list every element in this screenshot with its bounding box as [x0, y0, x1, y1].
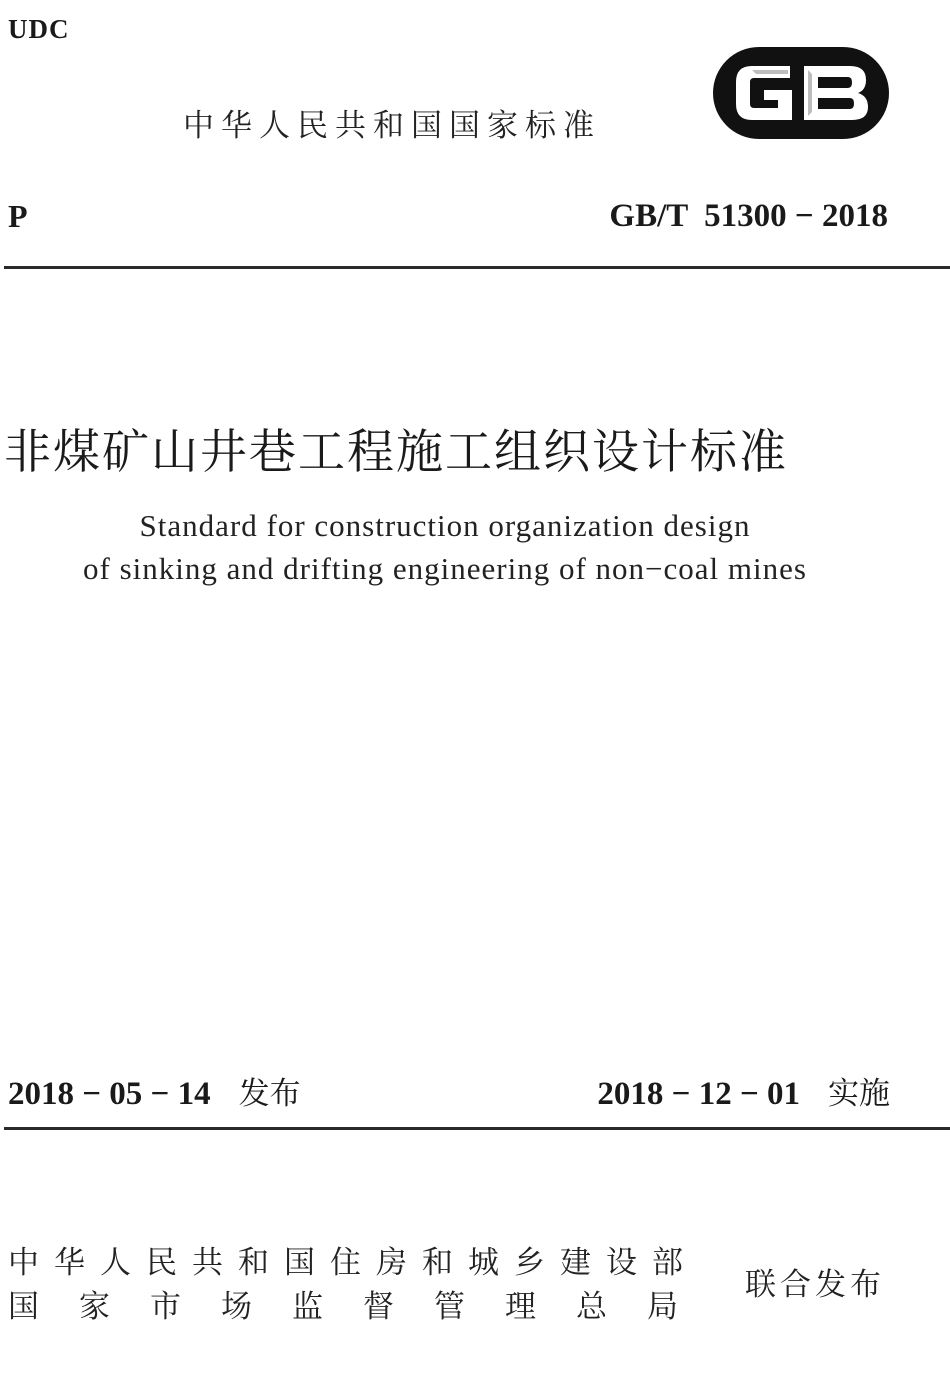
classification-code: P [8, 198, 28, 234]
top-rule [4, 266, 950, 269]
standard-number: GB/T 51300 − 2018 [609, 198, 888, 234]
issue-date-value: 2018 − 05 − 14 [8, 1076, 211, 1112]
gb-logo [712, 46, 890, 140]
issuer-administration: 国家市场监督管理总局 [8, 1289, 718, 1325]
english-title-line1: Standard for construction organization design [139, 508, 751, 543]
national-standard-heading: 中华人民共和国国家标准 [183, 108, 601, 144]
implement-date-value: 2018 − 12 − 01 [597, 1076, 800, 1112]
udc-label: UDC [8, 14, 70, 44]
issue-label: 发布 [238, 1076, 301, 1112]
implement-label: 实施 [828, 1076, 890, 1112]
implement-date [597, 1068, 890, 1113]
english-title-line2: of sinking and drifting engineering of non−coal mines [83, 551, 807, 586]
bottom-rule [4, 1127, 950, 1130]
issuer-ministry: 中华人民共和国住房和城乡建设部 [8, 1245, 698, 1281]
issue-date [8, 1068, 301, 1113]
chinese-title: 非煤矿山井巷工程施工组织设计标准 [4, 425, 788, 480]
joint-release-label: 联合发布 [745, 1267, 885, 1303]
